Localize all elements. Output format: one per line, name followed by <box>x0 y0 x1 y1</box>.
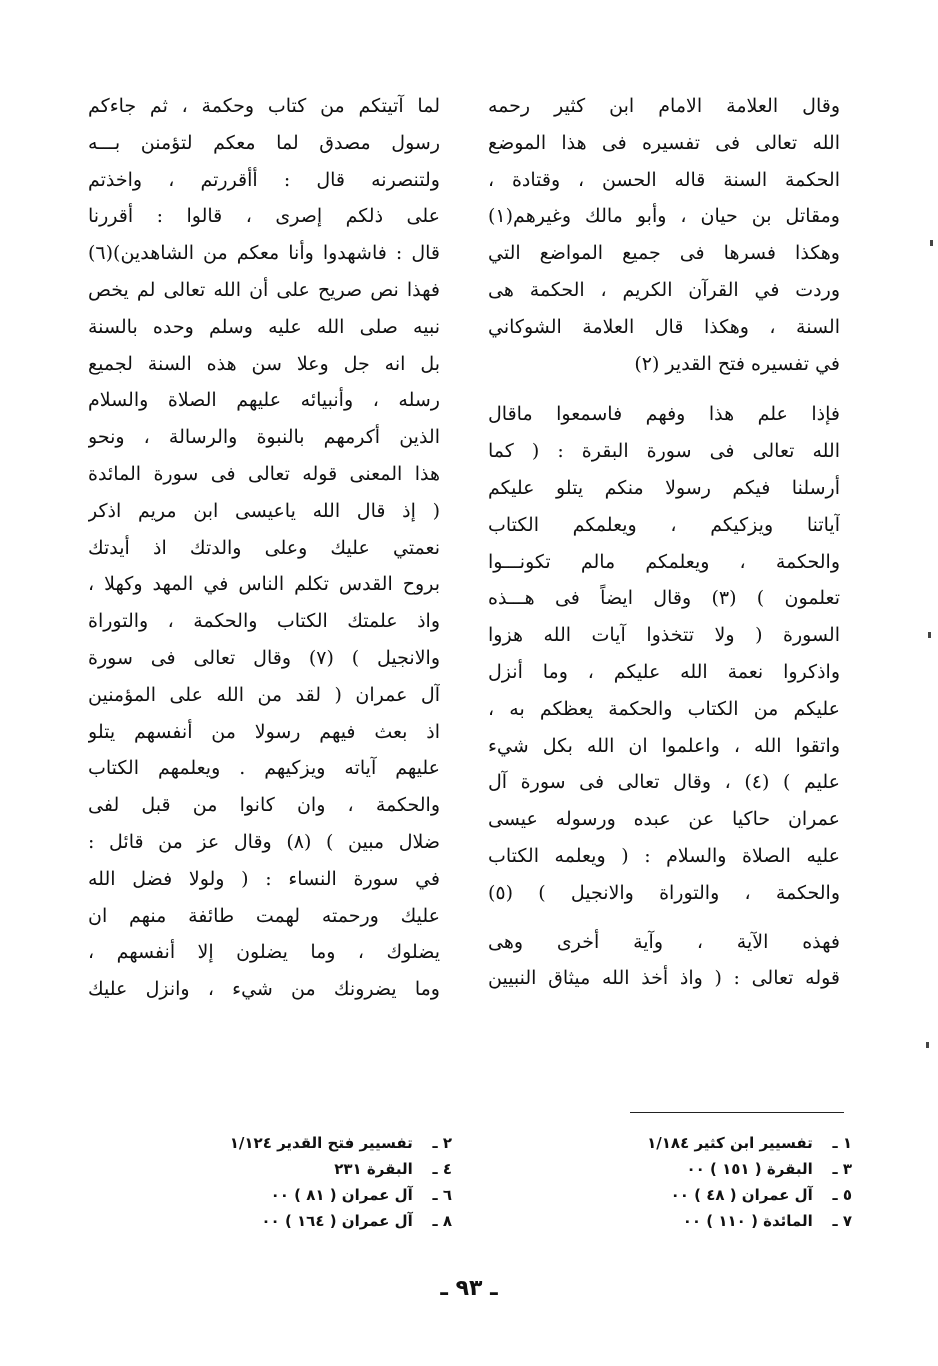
footnote-text: البقرة ( ١٥١ ) ٠٠ <box>686 1160 813 1178</box>
footnote <box>230 1182 452 1208</box>
footnote-number: ١ ـ <box>832 1134 852 1152</box>
footnote <box>230 1156 452 1182</box>
right-column <box>488 88 840 997</box>
footnotes-right <box>647 1130 852 1234</box>
text-line: في تفسيره فتح القدير (٢) <box>634 352 840 375</box>
text-line: والانجيل ) (٧) وقال تعالى فى سورة <box>88 646 440 669</box>
text-line: عليهم آياته ويزكيهم . ويعلمهم الكتاب <box>88 757 440 780</box>
text-line: رسله ، وأنبيائه عليهم الصلاة والسلام <box>88 389 440 412</box>
text-line: عليه الصلاة والسلام : ( ويعلمه الكتاب <box>488 844 840 867</box>
text-line: الله تعالى فى تفسيره فى هذا الموضع <box>488 131 840 154</box>
footnote-text: البقرة ٢٣١ <box>334 1160 413 1178</box>
text-line: واتقوا الله ، واعلموا ان الله بكل شيء <box>488 734 840 757</box>
footnote-number: ٧ ـ <box>832 1212 852 1230</box>
footnote-number: ٤ ـ <box>432 1160 452 1178</box>
text-line: آياتنا ويزكيكم ، ويعلمكم الكتاب <box>488 513 840 536</box>
footnotes-left <box>230 1130 452 1234</box>
footnote-number: ٨ ـ <box>432 1212 452 1230</box>
text-line: والحكمة ، ويعلمكم مالم تكونـــوا <box>488 550 840 573</box>
text-line: وما يضرونك من شيء ، وانزل عليك <box>88 978 440 1001</box>
text-line: نبيه صلى الله عليه وسلم وحده بالسنة <box>88 315 440 338</box>
text-line: بروح القدس تكلم الناس في المهد وكهلا ، <box>88 573 440 596</box>
text-line: ضلال مبين ) (٨) وقال عز من قائل : <box>88 830 440 853</box>
text-line: وهكذا فسرها فى جميع المواضع التي <box>488 242 840 265</box>
text-line: تعلمون ) (٣) وقال ايضاً فى هـــذه <box>488 587 840 610</box>
text-line: السنة ، وهكذا قال العلامة الشوكاني <box>488 315 840 338</box>
text-line: عمران حاكيا عن عبده ورسوله عيسى <box>488 808 840 831</box>
footnote-number: ٥ ـ <box>832 1186 852 1204</box>
text-line: فهذا نص صريح على أن الله تعالى لم يخص <box>88 278 440 301</box>
text-line: على ذلكم إصرى ، قالوا : أقررنا <box>88 205 440 228</box>
text-line: قال : فاشهدوا وأنا معكم من الشاهدين)(٦) <box>88 242 440 265</box>
text-line: ومقاتل بن حيان ، وأبو مالك وغيرهم(١) <box>488 205 840 228</box>
text-line: وردت في القرآن الكريم ، الحكمة هى <box>488 278 840 301</box>
text-line: ( إذ قال الله ياعيسى ابن مريم اذكر <box>88 499 440 522</box>
footnote <box>647 1156 852 1182</box>
text-line: في سورة النساء : ( ولولا فضل الله <box>88 867 440 890</box>
scan-mark <box>928 632 931 638</box>
text-line: وقال العلامة الامام ابن كثير رحمه <box>488 95 840 117</box>
text-line: عليم ) (٤) ، وقال تعالى فى سورة آل <box>488 771 840 794</box>
text-line: السورة ( ولا تتخذوا آيات الله هزوا <box>488 624 840 647</box>
left-column <box>88 88 440 1008</box>
footnote <box>647 1130 852 1156</box>
footnote-text: آل عمران ( ٤٨ ) ٠٠ <box>670 1186 813 1204</box>
page-number: ـ ٩٣ ـ <box>440 1276 498 1301</box>
paragraph-1 <box>488 88 840 382</box>
footnote-divider <box>630 1112 844 1113</box>
text-line: واذ علمتك الكتاب والحكمة ، والتوراة <box>88 610 440 633</box>
text-line: لما آتيتكم من كتاب وحكمة ، ثم جاءكم <box>88 95 440 117</box>
text-line: عليك ورحمته لهمت طائفة منهم ان <box>88 904 440 927</box>
text-line: الذين أكرمهم بالنبوة والرسالة ، ونحو <box>88 426 440 449</box>
footnote-number: ٣ ـ <box>832 1160 852 1178</box>
scan-mark <box>930 240 933 246</box>
footnote-text: تفسيير فتح القدير ١/١٢٤ <box>229 1134 413 1152</box>
text-line: رسول مصدق لما معكم لتؤمنن بـــه <box>88 131 440 154</box>
text-line: الحكمة السنة قاله الحسن ، وقتادة ، <box>488 168 840 191</box>
footnote-number: ٦ ـ <box>432 1186 452 1204</box>
footnote <box>647 1208 852 1234</box>
footnote <box>230 1208 452 1234</box>
text-line: والحكمة ، والتوراة والانجيل ) (٥) <box>488 881 840 904</box>
footnote <box>647 1182 852 1208</box>
footnote-text: المائدة ( ١١٠ ) ٠٠ <box>682 1212 813 1230</box>
text-line: اذ بعث فيهم رسولا من أنفسهم يتلو <box>88 720 440 743</box>
text-line: قوله تعالى : ( واذ أخذ الله ميثاق النبيين <box>488 967 840 990</box>
scan-mark <box>926 1042 929 1048</box>
paragraph-2 <box>488 396 840 911</box>
text-line: بل انه جل وعلا سن هذه السنة لجميع <box>88 352 440 375</box>
text-line: الله تعالى فى سورة البقرة : ( كما <box>488 440 840 463</box>
footnote-number: ٢ ـ <box>432 1134 452 1152</box>
text-line: فإذا علم هذا وفهم فاسمعوا ماقال <box>488 403 840 426</box>
footnote <box>230 1130 452 1156</box>
text-line: هذا المعنى قوله تعالى فى سورة المائدة <box>88 462 440 485</box>
text-line: والحكمة ، وان كانوا من قبل لفى <box>88 794 440 817</box>
text-line: ولتنصرنه قال : أأقررتم ، واخذتم <box>88 168 440 191</box>
text-line: أرسلنا فيكم رسولا منكم يتلو عليكم <box>488 476 840 499</box>
text-line: واذكروا نعمة الله عليكم ، وما أنزل <box>488 660 840 683</box>
footnote-text: تفسيير ابن كثير ١/١٨٤ <box>647 1134 813 1152</box>
footnote-text: آل عمران ( ٨١ ) ٠٠ <box>270 1186 413 1204</box>
text-line: عليكم من الكتاب والحكمة يعظكم به ، <box>488 697 840 720</box>
text-line: آل عمران ( لقد من الله على المؤمنين <box>88 683 440 706</box>
footnote-text: آل عمران ( ١٦٤ ) ٠٠ <box>261 1212 413 1230</box>
paragraph-3 <box>488 924 840 998</box>
text-line: نعمتي عليك وعلى والدتك اذ أيدتك <box>88 536 440 559</box>
text-line: فهذه الآية ، وآية أخرى وهى <box>488 930 840 953</box>
text-line: يضلوك ، وما يضلون إلا أنفسهم ، <box>88 941 440 964</box>
